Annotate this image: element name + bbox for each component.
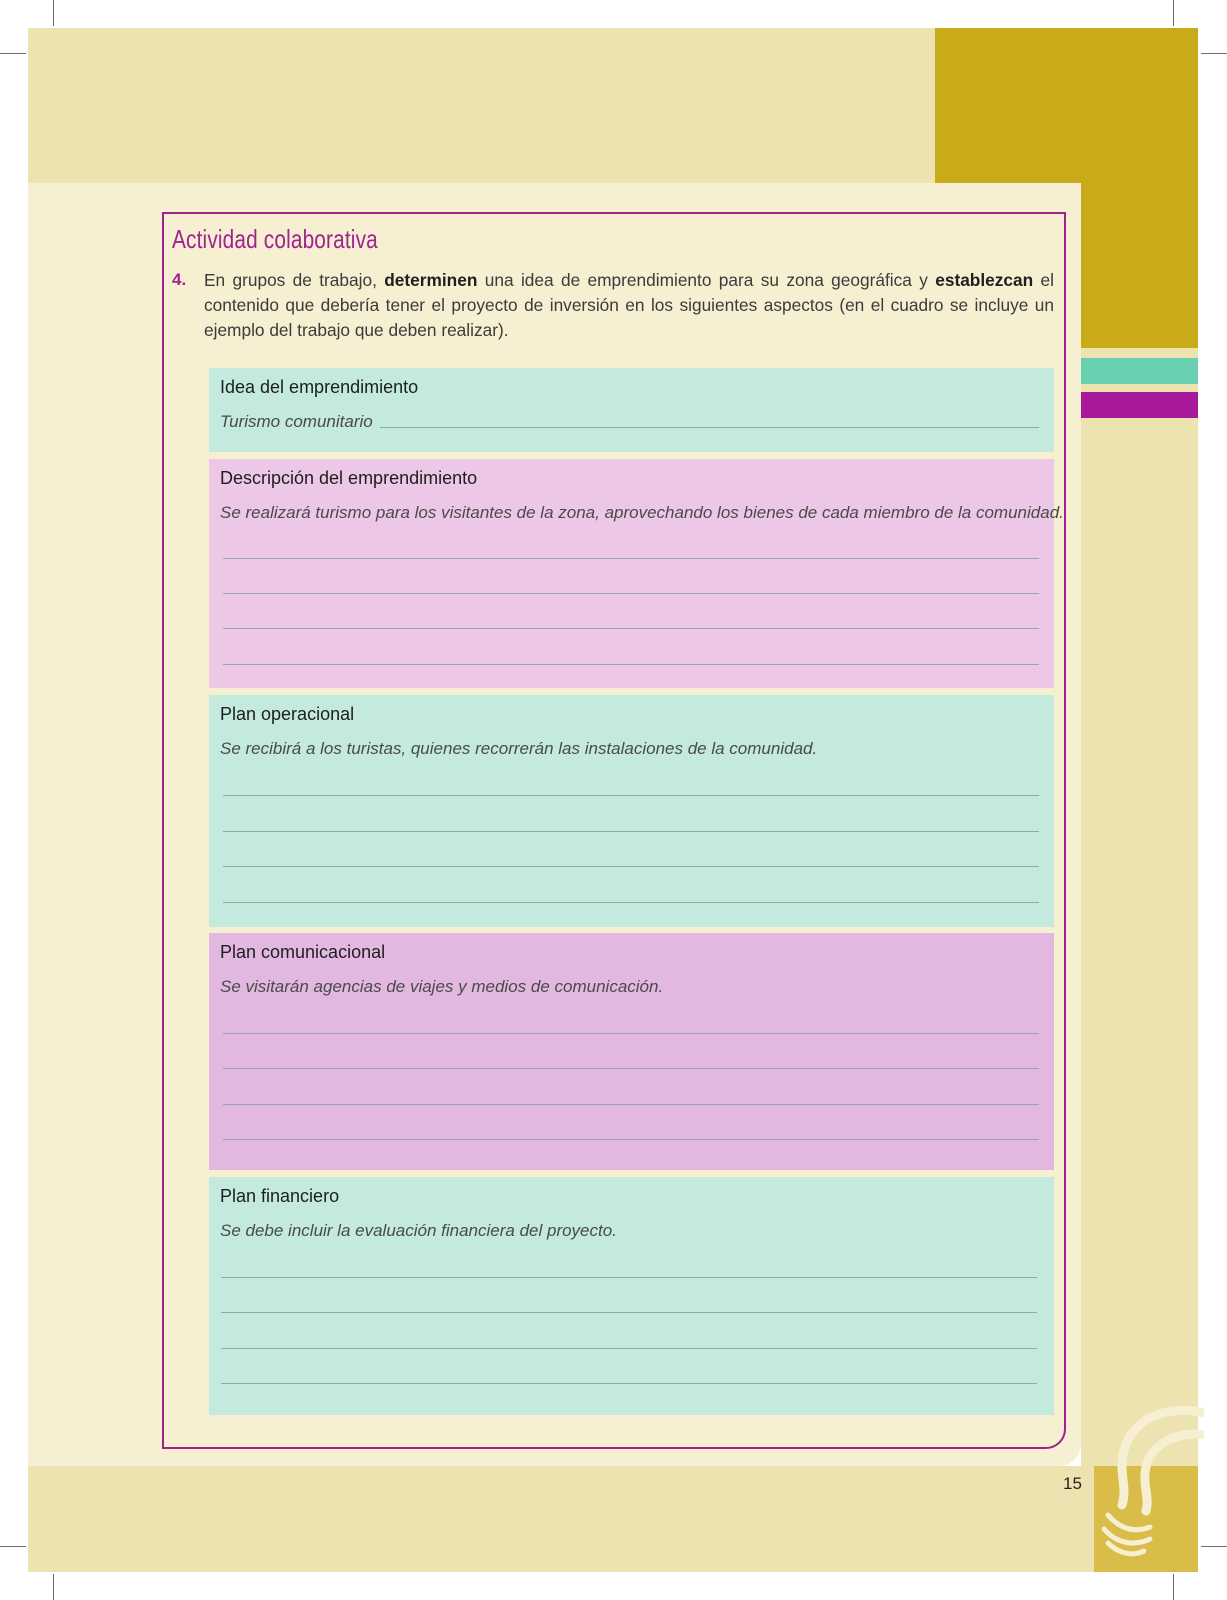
answer-line[interactable] bbox=[223, 1068, 1039, 1069]
instructions-part: una idea de emprendimiento para su zona geográfica y bbox=[477, 270, 936, 290]
panel-heading: Plan financiero bbox=[220, 1186, 340, 1206]
answer-line[interactable] bbox=[223, 1139, 1039, 1140]
answer-line[interactable] bbox=[221, 1348, 1037, 1349]
answer-line[interactable] bbox=[221, 1383, 1037, 1384]
instructions-part: el contenido que debería tener el proyecto de inversión en los siguientes aspectos (en el cuadro se incluye un ejemplo del trabajo que deben realizar). bbox=[204, 270, 1055, 340]
teal-tab bbox=[1081, 358, 1198, 384]
panel-example: Turismo comunitario bbox=[220, 412, 373, 431]
answer-line[interactable] bbox=[223, 593, 1039, 594]
instructions-bold: establezcan bbox=[935, 270, 1034, 290]
instructions-part: En grupos de trabajo, bbox=[204, 270, 385, 290]
instructions-bold: determinen bbox=[384, 270, 478, 290]
panel-heading: Descripción del emprendimiento bbox=[220, 468, 478, 488]
activity-title: Actividad colaborativa bbox=[172, 224, 378, 254]
bottom-band bbox=[28, 1466, 1198, 1572]
panel-financial-plan bbox=[209, 1177, 1054, 1415]
panel-operational-plan bbox=[209, 695, 1054, 927]
item-number: 4. bbox=[172, 270, 187, 289]
answer-line[interactable] bbox=[223, 628, 1039, 629]
crop-mark bbox=[1201, 53, 1227, 54]
answer-line[interactable] bbox=[223, 558, 1039, 559]
panel-example: Se debe incluir la evaluación financiera del proyecto. bbox=[220, 1221, 617, 1240]
answer-line[interactable] bbox=[223, 902, 1039, 903]
answer-line[interactable] bbox=[221, 1277, 1037, 1278]
panel-heading: Plan operacional bbox=[220, 704, 355, 724]
answer-line[interactable] bbox=[223, 831, 1039, 832]
answer-line[interactable] bbox=[223, 664, 1039, 665]
crop-mark bbox=[1201, 1546, 1227, 1547]
answer-line[interactable] bbox=[223, 795, 1039, 796]
answer-line[interactable] bbox=[221, 1312, 1037, 1313]
crop-mark bbox=[0, 1546, 26, 1547]
panel-description bbox=[209, 459, 1064, 688]
panel-example: Se recibirá a los turistas, quienes recorrerán las instalaciones de la comunidad. bbox=[220, 739, 818, 758]
panel-idea bbox=[209, 368, 1054, 452]
panel-heading: Idea del emprendimiento bbox=[220, 377, 419, 397]
panel-example: Se realizará turismo para los visitantes de la zona, aprovechando los bienes de cada miembro de la comunidad. bbox=[220, 503, 1064, 522]
crop-mark bbox=[1173, 0, 1174, 26]
answer-line[interactable] bbox=[223, 1033, 1039, 1034]
answer-line[interactable] bbox=[380, 427, 1039, 428]
magenta-tab bbox=[1081, 392, 1198, 418]
crop-mark bbox=[53, 0, 54, 26]
panel-communication-plan bbox=[209, 933, 1054, 1170]
answer-line[interactable] bbox=[223, 866, 1039, 867]
panel-heading: Plan comunicacional bbox=[220, 942, 386, 962]
crop-mark bbox=[0, 53, 26, 54]
page-number: 15 bbox=[1063, 1474, 1082, 1493]
instructions-text bbox=[204, 268, 1054, 343]
answer-line[interactable] bbox=[223, 1104, 1039, 1105]
crop-mark bbox=[53, 1574, 54, 1600]
lightbulb-icon bbox=[1094, 1405, 1204, 1572]
crop-mark bbox=[1173, 1574, 1174, 1600]
panel-example: Se visitarán agencias de viajes y medios de comunicación. bbox=[220, 977, 664, 996]
